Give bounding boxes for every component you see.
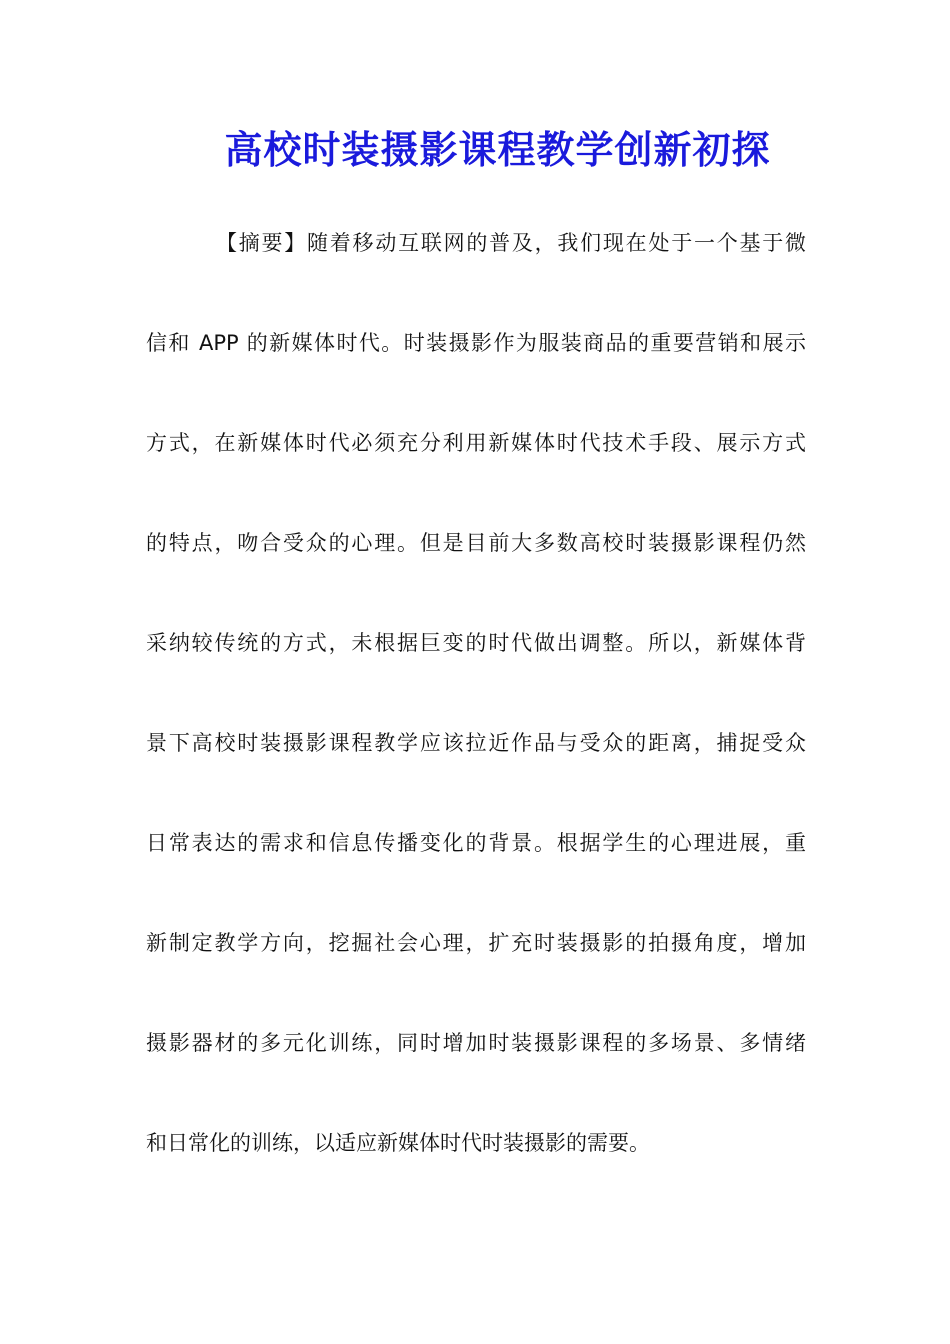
abstract-line: 和日常化的训练，以适应新媒体时代时装摄影的需要。 (146, 1131, 650, 1155)
abstract-line: 方式，在新媒体时代必须充分利用新媒体时代技术手段、展示方式 (146, 431, 806, 455)
abstract-line: 的特点，吻合受众的心理。但是目前大多数高校时装摄影课程仍然 (146, 531, 806, 555)
abstract-line: 新制定教学方向，挖掘社会心理，扩充时装摄影的拍摄角度，增加 (146, 931, 806, 955)
abstract-line: 摄影器材的多元化训练，同时增加时装摄影课程的多场景、多情绪 (146, 1031, 806, 1055)
abstract-line: 日常表达的需求和信息传播变化的背景。根据学生的心理进展，重 (146, 831, 806, 855)
abstract-line: 信和 APP 的新媒体时代。时装摄影作为服装商品的重要营销和展示 (146, 331, 806, 355)
document-title: 高校时装摄影课程教学创新初探 (224, 127, 771, 172)
abstract-line: 【摘要】随着移动互联网的普及，我们现在处于一个基于微 (216, 231, 806, 255)
abstract-line: 景下高校时装摄影课程教学应该拉近作品与受众的距离，捕捉受众 (146, 731, 806, 755)
abstract-line: 采纳较传统的方式，未根据巨变的时代做出调整。所以，新媒体背 (146, 631, 806, 655)
